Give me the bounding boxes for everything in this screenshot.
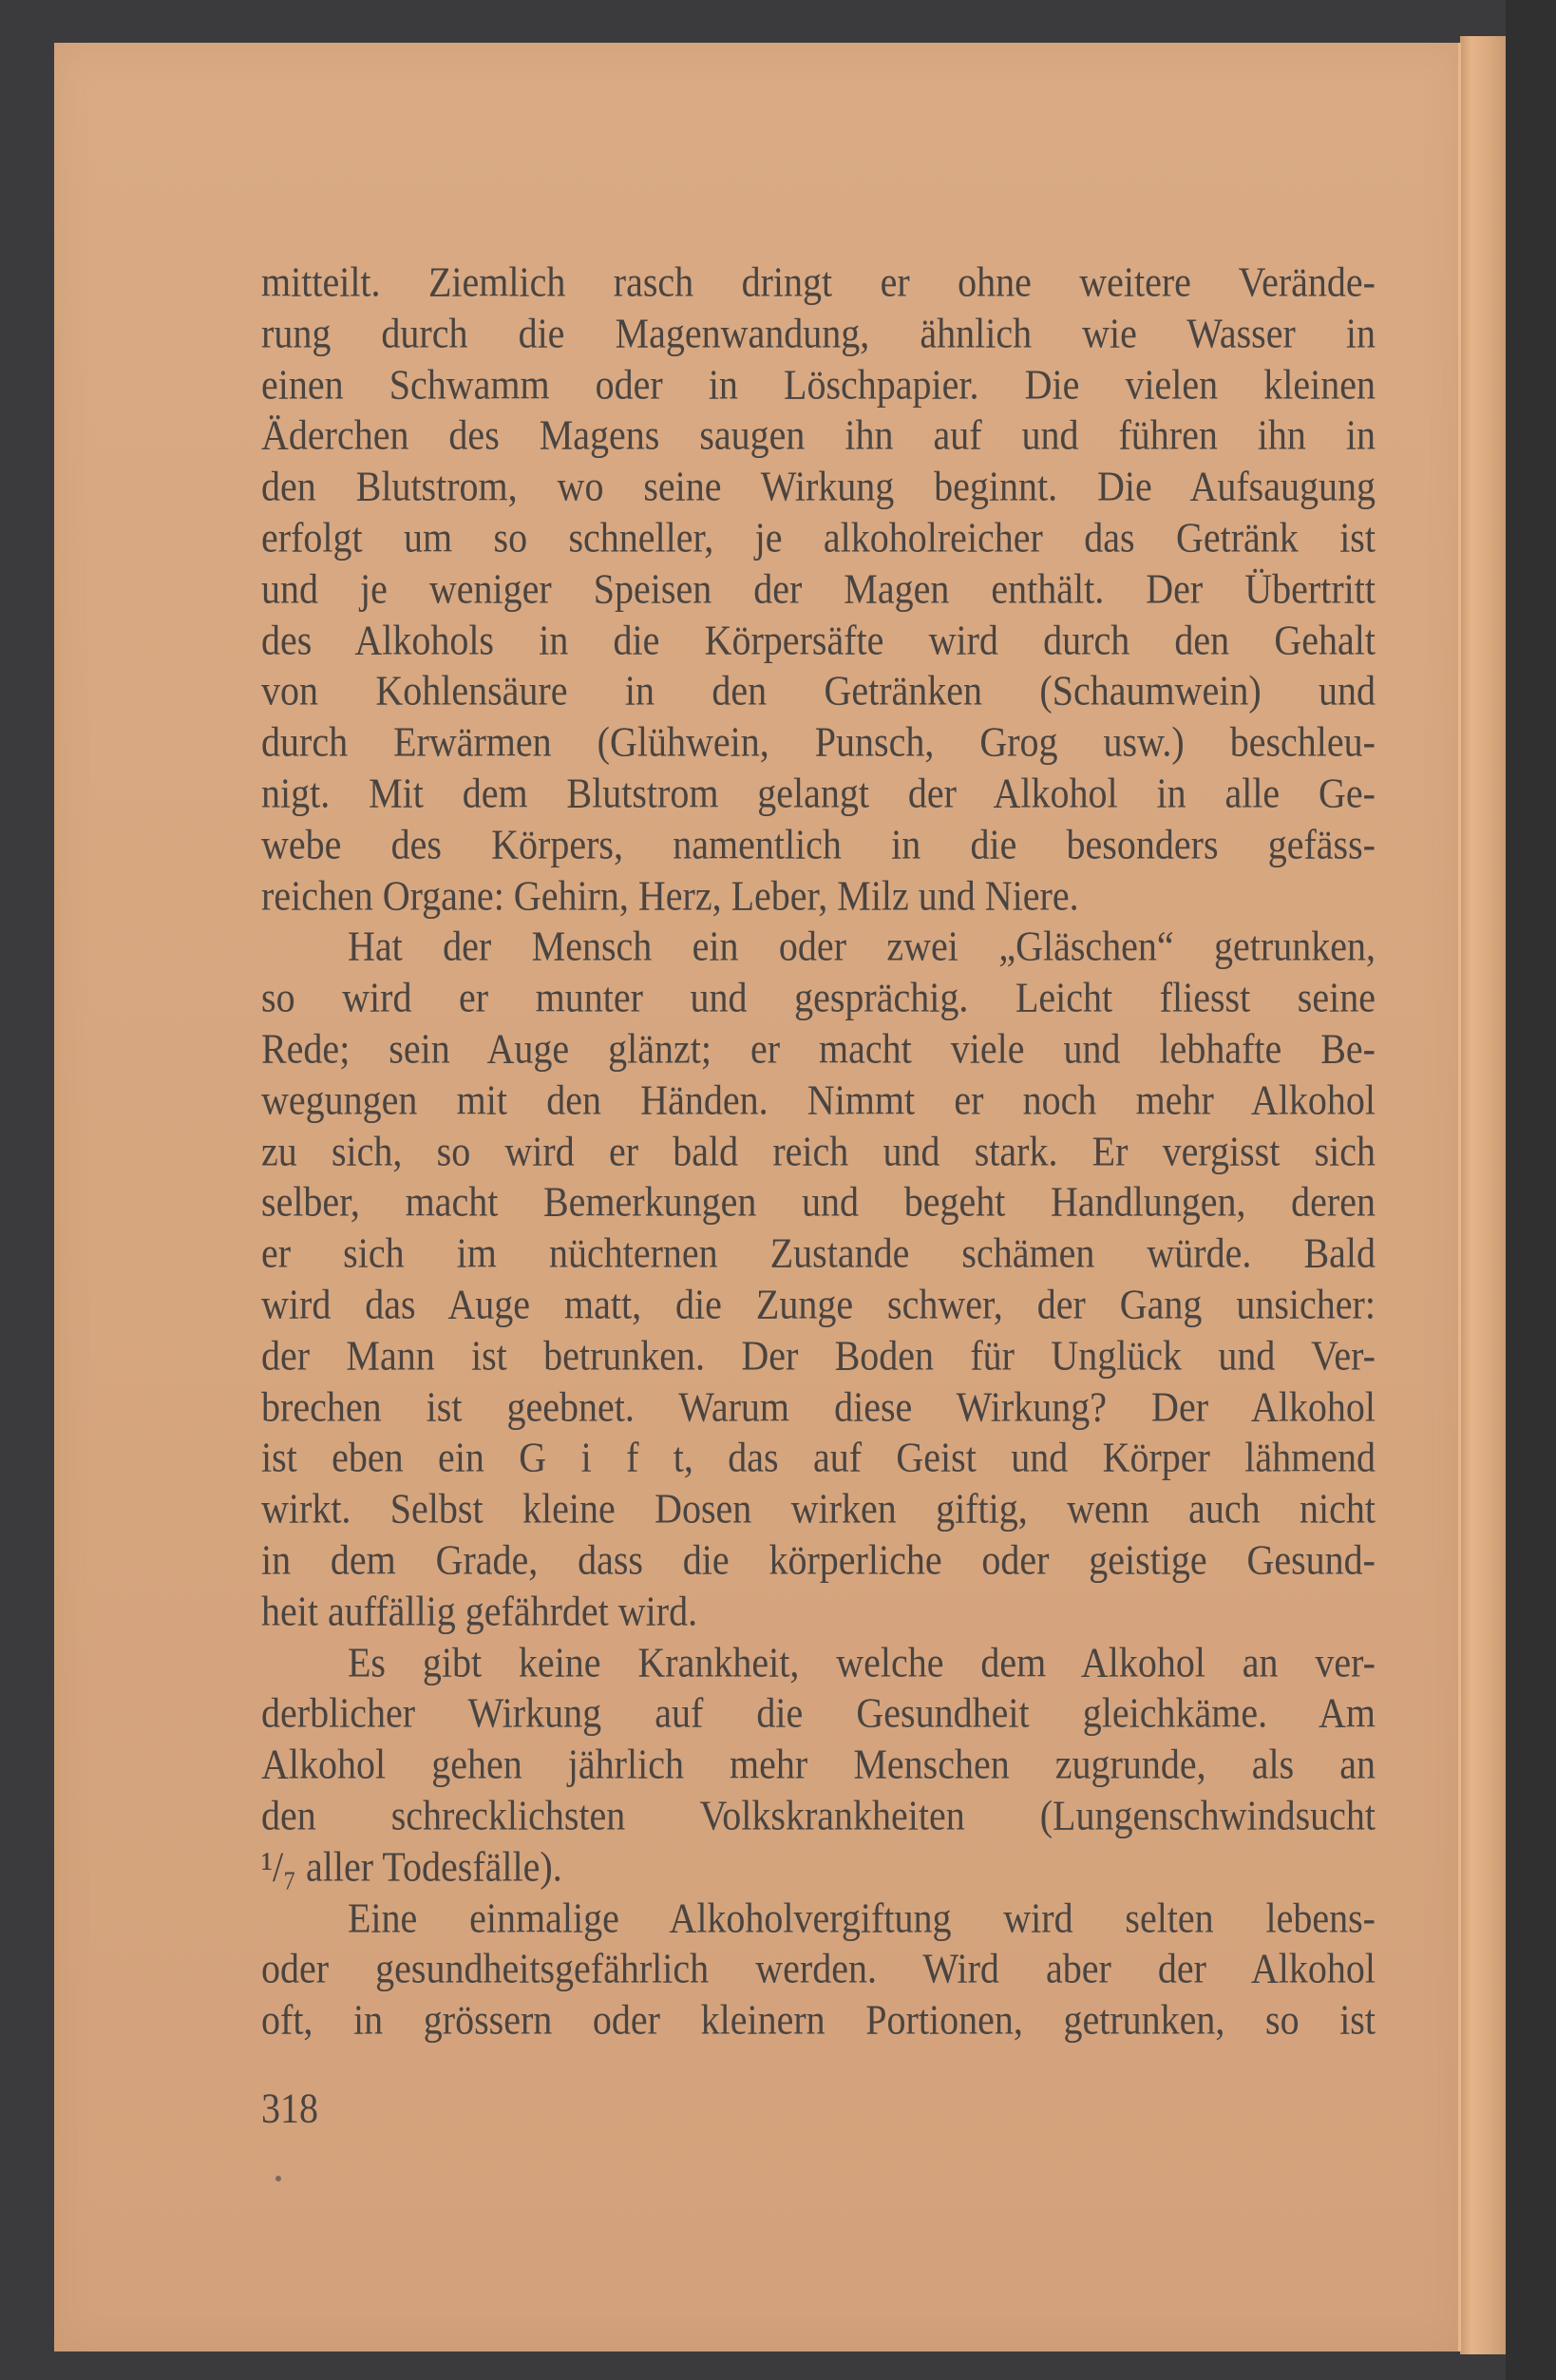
text-line: des Alkohols in die Körpersäfte wird durch den Gehalt xyxy=(261,615,1376,664)
fold-edge xyxy=(1458,43,1461,2351)
text-line: nigt. Mit dem Blutstrom gelangt der Alkohol in alle Ge- xyxy=(261,769,1376,817)
text-line: einen Schwamm oder in Löschpapier. Die vielen kleinen xyxy=(261,359,1376,409)
text-line: und je weniger Speisen der Magen enthält. Der Übertritt xyxy=(261,564,1376,613)
text-line: Eine einmalige Alkoholvergiftung wird selten lebens- xyxy=(348,1893,1376,1942)
text-line: ist eben ein G i f t, das auf Geist und Körper lähmend xyxy=(261,1433,1376,1481)
text-line: so wird er munter und gesprächig. Leicht fliesst seine xyxy=(261,973,1376,1021)
page-number: 318 xyxy=(261,2084,318,2132)
text-line: Alkohol gehen jährlich mehr Menschen zugrunde, als an xyxy=(261,1740,1376,1788)
book-spine xyxy=(1506,0,1556,2380)
body-text xyxy=(261,257,1376,2046)
text-line: zu sich, so wird er bald reich und stark. Er vergisst sich xyxy=(261,1126,1376,1175)
text-line: durch Erwärmen (Glühwein, Punsch, Grog usw.) beschleu- xyxy=(261,717,1376,766)
text-line: er sich im nüchternen Zustande schämen würde. Bald xyxy=(261,1228,1376,1277)
page-fold xyxy=(1460,36,1506,2354)
text-line: webe des Körpers, namentlich in die besonders gefäss- xyxy=(261,820,1376,868)
text-line: Äderchen des Magens saugen ihn auf und führen ihn in xyxy=(261,410,1376,460)
text-line: der Mann ist betrunken. Der Boden für Unglück und Ver- xyxy=(261,1330,1376,1380)
text-line: Hat der Mensch ein oder zwei „Gläschen“ getrunken, xyxy=(348,922,1376,971)
text-line: reichen Organe: Gehirn, Herz, Leber, Milz und Niere. xyxy=(261,870,1079,920)
ink-speck xyxy=(275,2176,281,2181)
text-line: den schrecklichsten Volkskrankheiten (Lungenschwindsucht xyxy=(261,1791,1376,1839)
text-line: brechen ist geebnet. Warum diese Wirkung? Der Alkohol xyxy=(261,1381,1376,1431)
text-line: rung durch die Magenwandung, ähnlich wie Wasser in xyxy=(261,309,1376,357)
text-line: von Kohlensäure in den Getränken (Schaumwein) und xyxy=(261,666,1376,715)
text-line: oft, in grössern oder kleinern Portionen, getrunken, so ist xyxy=(261,1995,1376,2044)
text-line: wird das Auge matt, die Zunge schwer, der Gang unsicher: xyxy=(261,1280,1376,1328)
text-line: Es gibt keine Krankheit, welche dem Alkohol an ver- xyxy=(348,1637,1376,1686)
text-line: wirkt. Selbst kleine Dosen wirken giftig, wenn auch nicht xyxy=(261,1484,1376,1533)
text-line: in dem Grade, dass die körperliche oder geistige Gesund- xyxy=(261,1535,1376,1584)
text-line: erfolgt um so schneller, je alkoholreicher das Getränk ist xyxy=(261,513,1376,562)
text-line: derblicher Wirkung auf die Gesundheit gleichkäme. Am xyxy=(261,1688,1376,1737)
text-line: selber, macht Bemerkungen und begeht Handlungen, deren xyxy=(261,1177,1376,1226)
text-line: oder gesundheitsgefährlich werden. Wird aber der Alkohol xyxy=(261,1944,1376,1992)
text-line: Rede; sein Auge glänzt; er macht viele und lebhafte Be- xyxy=(261,1024,1376,1073)
text-line: mitteilt. Ziemlich rasch dringt er ohne weitere Verände- xyxy=(261,257,1376,306)
text-line: den Blutstrom, wo seine Wirkung beginnt. Die Aufsaugung xyxy=(261,462,1376,510)
text-line: heit auffällig gefährdet wird. xyxy=(261,1586,698,1635)
text-line: wegungen mit den Händen. Nimmt er noch mehr Alkohol xyxy=(261,1076,1376,1124)
text-line: ¹/₇ aller Todesfälle). xyxy=(261,1841,562,1891)
